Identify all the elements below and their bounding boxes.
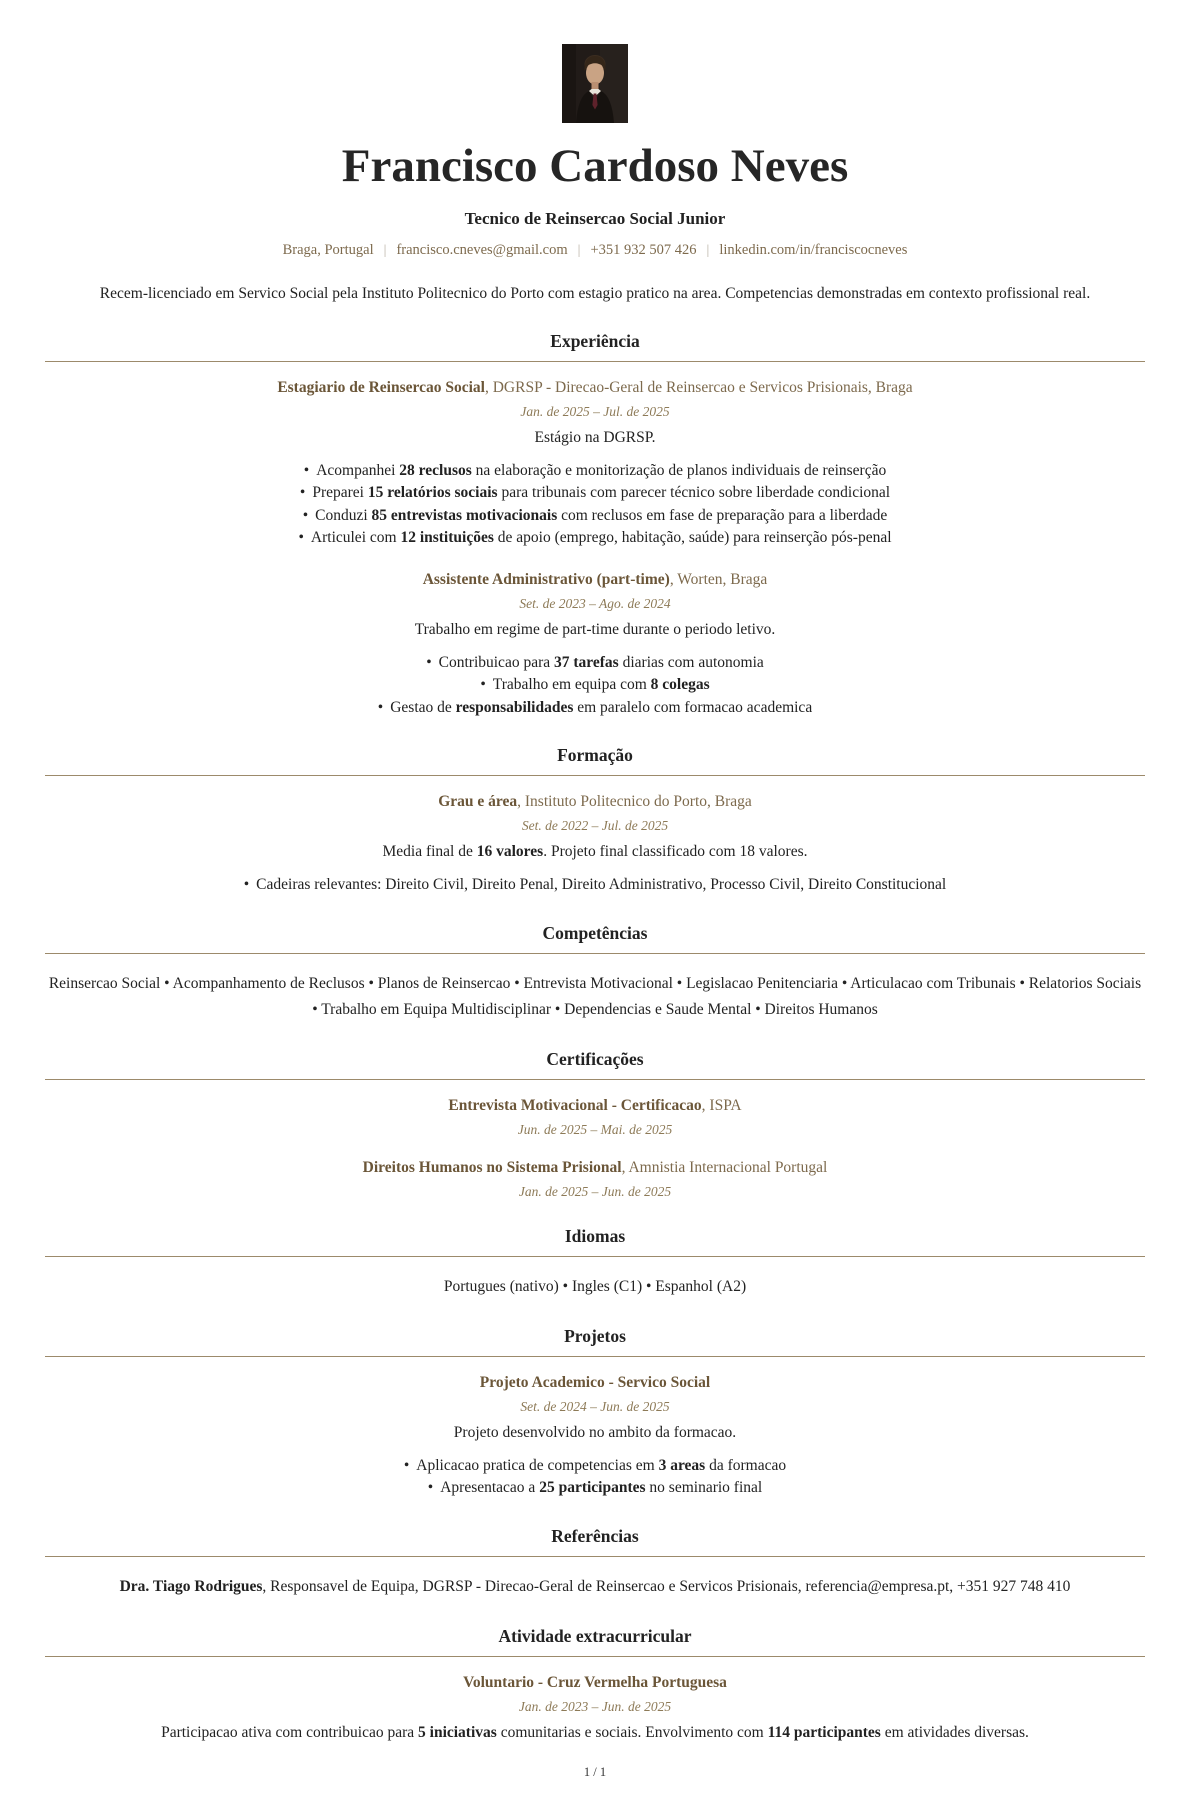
text-bold: Assistente Administrativo (part-time) bbox=[422, 570, 670, 588]
entry-title bbox=[45, 793, 1145, 811]
text-run: para tribunais com parecer técnico sobre liberdade condicional bbox=[497, 484, 891, 502]
section-heading: Experiência bbox=[550, 330, 640, 351]
text-run: da formacao bbox=[705, 1456, 787, 1474]
text-run: em atividades diversas. bbox=[880, 1723, 1029, 1741]
entry bbox=[45, 1674, 1145, 1743]
text-bold: Projeto Academico - Servico Social bbox=[479, 1373, 711, 1391]
candidate-job-title: Tecnico de Reinsercao Social Junior bbox=[464, 208, 726, 228]
entry-date: Set. de 2024 – Jun. de 2025 bbox=[520, 1398, 670, 1414]
text-bold: 16 valores bbox=[476, 843, 544, 861]
text-run: . Projeto final classificado com 18 valores. bbox=[543, 843, 808, 861]
bullet-dot: • bbox=[427, 1479, 434, 1497]
bullet-item bbox=[45, 674, 1145, 697]
bullet-item bbox=[45, 527, 1145, 550]
section-paragraph bbox=[45, 1574, 1145, 1600]
section-projetos bbox=[45, 1326, 1145, 1500]
bullet-list bbox=[45, 652, 1145, 720]
section-heading: Atividade extracurricular bbox=[498, 1625, 692, 1646]
contact-phone: +351 932 507 426 bbox=[590, 241, 697, 258]
bullet-dot: • bbox=[377, 698, 384, 716]
section-paragraph bbox=[45, 971, 1145, 1023]
text-run: na elaboração e monitorização de planos individuais de reinserção bbox=[471, 461, 887, 479]
bullet-item bbox=[45, 1477, 1145, 1500]
contact-location: Braga, Portugal bbox=[282, 241, 374, 258]
entry bbox=[45, 1097, 1145, 1138]
bullet-item bbox=[45, 1455, 1145, 1478]
text-run: Media final de bbox=[382, 843, 477, 861]
entry-title bbox=[45, 1374, 1145, 1392]
text-run: Preparei bbox=[312, 484, 368, 502]
bullet-item bbox=[45, 874, 1145, 897]
entry-description bbox=[45, 619, 1145, 640]
text-run: Reinsercao Social • Acompanhamento de Reclusos • Planos de Reinsercao • Entrevista Motivacional • Legislacao Penitenciaria • Articulacao com Tribunais • Relatorios Sociais • Trabalho em Equipa Multidisciplinar • Dependencias e Saude Mental • Direitos Humanos bbox=[48, 974, 1142, 1018]
entry-date: Set. de 2022 – Jul. de 2025 bbox=[521, 818, 669, 834]
entry bbox=[45, 1374, 1145, 1500]
text-run: Gestao de bbox=[390, 698, 456, 716]
text-run: Estágio na DGRSP. bbox=[534, 428, 656, 446]
entry-date: Jan. de 2025 – Jun. de 2025 bbox=[518, 1183, 672, 1199]
entry-date: Jan. de 2025 – Jul. de 2025 bbox=[520, 403, 670, 419]
bullet-list bbox=[45, 1455, 1145, 1500]
bullet-item bbox=[45, 505, 1145, 528]
section-divider bbox=[45, 1079, 1145, 1080]
text-bold: 37 tarefas bbox=[554, 653, 619, 671]
text-run: Trabalho em equipa com bbox=[492, 676, 651, 694]
bullet-dot: • bbox=[303, 461, 310, 479]
text-run: Trabalho em regime de part-time durante o periodo letivo. bbox=[414, 620, 776, 638]
text-run: comunitarias e sociais. Envolvimento com bbox=[496, 1723, 768, 1741]
candidate-name: Francisco Cardoso Neves bbox=[341, 140, 849, 192]
section-referencias bbox=[45, 1526, 1145, 1600]
section-divider bbox=[45, 953, 1145, 954]
section-heading: Formação bbox=[557, 745, 633, 766]
text-run: de apoio (emprego, habitação, saúde) para reinserção pós-penal bbox=[493, 529, 892, 547]
text-bold: Entrevista Motivacional - Certificacao bbox=[448, 1096, 702, 1114]
entry-title bbox=[45, 1159, 1145, 1177]
section-divider bbox=[45, 1356, 1145, 1357]
contact-linkedin: linkedin.com/in/franciscocneves bbox=[719, 241, 908, 258]
text-bold: Grau e área bbox=[438, 793, 518, 811]
entry bbox=[45, 571, 1145, 720]
section-heading: Referências bbox=[551, 1525, 639, 1546]
text-bold: 3 areas bbox=[658, 1456, 706, 1474]
bullet-dot: • bbox=[302, 506, 309, 524]
bullet-item bbox=[45, 697, 1145, 720]
summary-text: Recem-licenciado em Servico Social pela Instituto Politecnico do Porto com estagio pratico na area. Competencias demonstradas em contexto profissional real. bbox=[99, 284, 1091, 302]
entry-title bbox=[45, 1097, 1145, 1115]
text-bold: Voluntario - Cruz Vermelha Portuguesa bbox=[463, 1673, 727, 1691]
text-run: no seminario final bbox=[645, 1479, 763, 1497]
bullet-dot: • bbox=[480, 676, 486, 694]
section-heading: Idiomas bbox=[564, 1225, 626, 1246]
text-run: Contribuicao para bbox=[438, 653, 554, 671]
bullet-item bbox=[45, 460, 1145, 483]
bullet-list bbox=[45, 460, 1145, 550]
sections bbox=[45, 305, 1145, 1743]
text-run: Articulei com bbox=[310, 529, 401, 547]
text-run: diarias com autonomia bbox=[618, 653, 764, 671]
text-bold: Estagiario de Reinsercao Social bbox=[277, 378, 485, 396]
section-formacao bbox=[45, 745, 1145, 897]
contact-separator: | bbox=[577, 242, 581, 258]
text-bold: 12 instituições bbox=[400, 529, 494, 547]
text-bold: 114 participantes bbox=[767, 1723, 881, 1741]
entry bbox=[45, 379, 1145, 550]
profile-photo-wrapper bbox=[45, 44, 1145, 128]
section-atividade-extracurricular bbox=[45, 1626, 1145, 1743]
text-run: Conduzi bbox=[315, 506, 372, 524]
text-bold: Direitos Humanos no Sistema Prisional bbox=[362, 1158, 622, 1176]
text-bold: 5 iniciativas bbox=[418, 1723, 497, 1741]
bullet-dot: • bbox=[243, 876, 250, 894]
text-bold: 25 participantes bbox=[539, 1479, 646, 1497]
entry bbox=[45, 1159, 1145, 1200]
entry-title bbox=[45, 379, 1145, 397]
text-run: , ISPA bbox=[701, 1096, 742, 1114]
text-run: , DGRSP - Direcao-Geral de Reinsercao e Servicos Prisionais, Braga bbox=[484, 378, 913, 396]
entry-title bbox=[45, 571, 1145, 589]
text-bold: 15 relatórios sociais bbox=[367, 484, 498, 502]
text-run: , Worten, Braga bbox=[669, 570, 768, 588]
bullet-dot: • bbox=[299, 484, 306, 502]
text-run: Acompanhei bbox=[316, 461, 400, 479]
bullet-list bbox=[45, 874, 1145, 897]
section-heading: Competências bbox=[542, 922, 648, 943]
section-paragraph bbox=[45, 1274, 1145, 1300]
text-run: Apresentacao a bbox=[440, 1479, 540, 1497]
text-bold: 8 colegas bbox=[650, 676, 710, 694]
text-bold: responsabilidades bbox=[455, 698, 574, 716]
section-divider bbox=[45, 1256, 1145, 1257]
text-run: com reclusos em fase de preparação para a liberdade bbox=[557, 506, 888, 524]
section-certificacoes bbox=[45, 1049, 1145, 1200]
entry-date: Set. de 2023 – Ago. de 2024 bbox=[519, 595, 671, 611]
bullet-item bbox=[45, 482, 1145, 505]
entry-date: Jan. de 2023 – Jun. de 2025 bbox=[518, 1698, 672, 1714]
section-heading: Certificações bbox=[546, 1048, 644, 1069]
section-divider bbox=[45, 361, 1145, 362]
text-bold: Dra. Tiago Rodrigues bbox=[119, 1577, 263, 1595]
bullet-dot: • bbox=[426, 653, 432, 671]
text-run: , Responsavel de Equipa, DGRSP - Direcao-Geral de Reinsercao e Servicos Prisionais, referencia@empresa.pt, +351 927 748 410 bbox=[262, 1577, 1071, 1595]
section-idiomas bbox=[45, 1226, 1145, 1300]
bullet-item bbox=[45, 652, 1145, 675]
entry-date: Jun. de 2025 – Mai. de 2025 bbox=[517, 1121, 673, 1137]
contact-email: francisco.cneves@gmail.com bbox=[396, 241, 568, 258]
section-heading: Projetos bbox=[564, 1325, 626, 1346]
text-bold: 28 reclusos bbox=[399, 461, 472, 479]
section-divider bbox=[45, 775, 1145, 776]
page-number: 1 / 1 bbox=[583, 1764, 607, 1779]
text-run: Participacao ativa com contribuicao para bbox=[161, 1723, 419, 1741]
contact-separator: | bbox=[706, 242, 710, 258]
entry-description bbox=[45, 427, 1145, 448]
bullet-dot: • bbox=[403, 1456, 410, 1474]
text-run: Projeto desenvolvido no ambito da formacao. bbox=[453, 1423, 737, 1441]
text-run: Cadeiras relevantes: Direito Civil, Direito Penal, Direito Administrativo, Processo Civil, Direito Constitucional bbox=[256, 876, 947, 894]
section-competencias bbox=[45, 923, 1145, 1023]
entry bbox=[45, 793, 1145, 897]
text-run: Aplicacao pratica de competencias em bbox=[416, 1456, 659, 1474]
text-run: Portugues (nativo) • Ingles (C1) • Espanhol (A2) bbox=[443, 1277, 747, 1295]
section-experiencia bbox=[45, 331, 1145, 720]
entry-description bbox=[45, 841, 1145, 862]
text-run: em paralelo com formacao academica bbox=[573, 698, 813, 716]
entry-description bbox=[45, 1722, 1145, 1743]
section-divider bbox=[45, 1556, 1145, 1557]
text-run: , Instituto Politecnico do Porto, Braga bbox=[517, 793, 752, 811]
entry-description bbox=[45, 1422, 1145, 1443]
profile-photo bbox=[562, 44, 628, 123]
section-divider bbox=[45, 1656, 1145, 1657]
contact-line bbox=[45, 242, 1145, 259]
bullet-dot: • bbox=[298, 529, 304, 547]
contact-separator: | bbox=[383, 242, 387, 258]
text-run: , Amnistia Internacional Portugal bbox=[621, 1158, 828, 1176]
text-bold: 85 entrevistas motivacionais bbox=[371, 506, 558, 524]
